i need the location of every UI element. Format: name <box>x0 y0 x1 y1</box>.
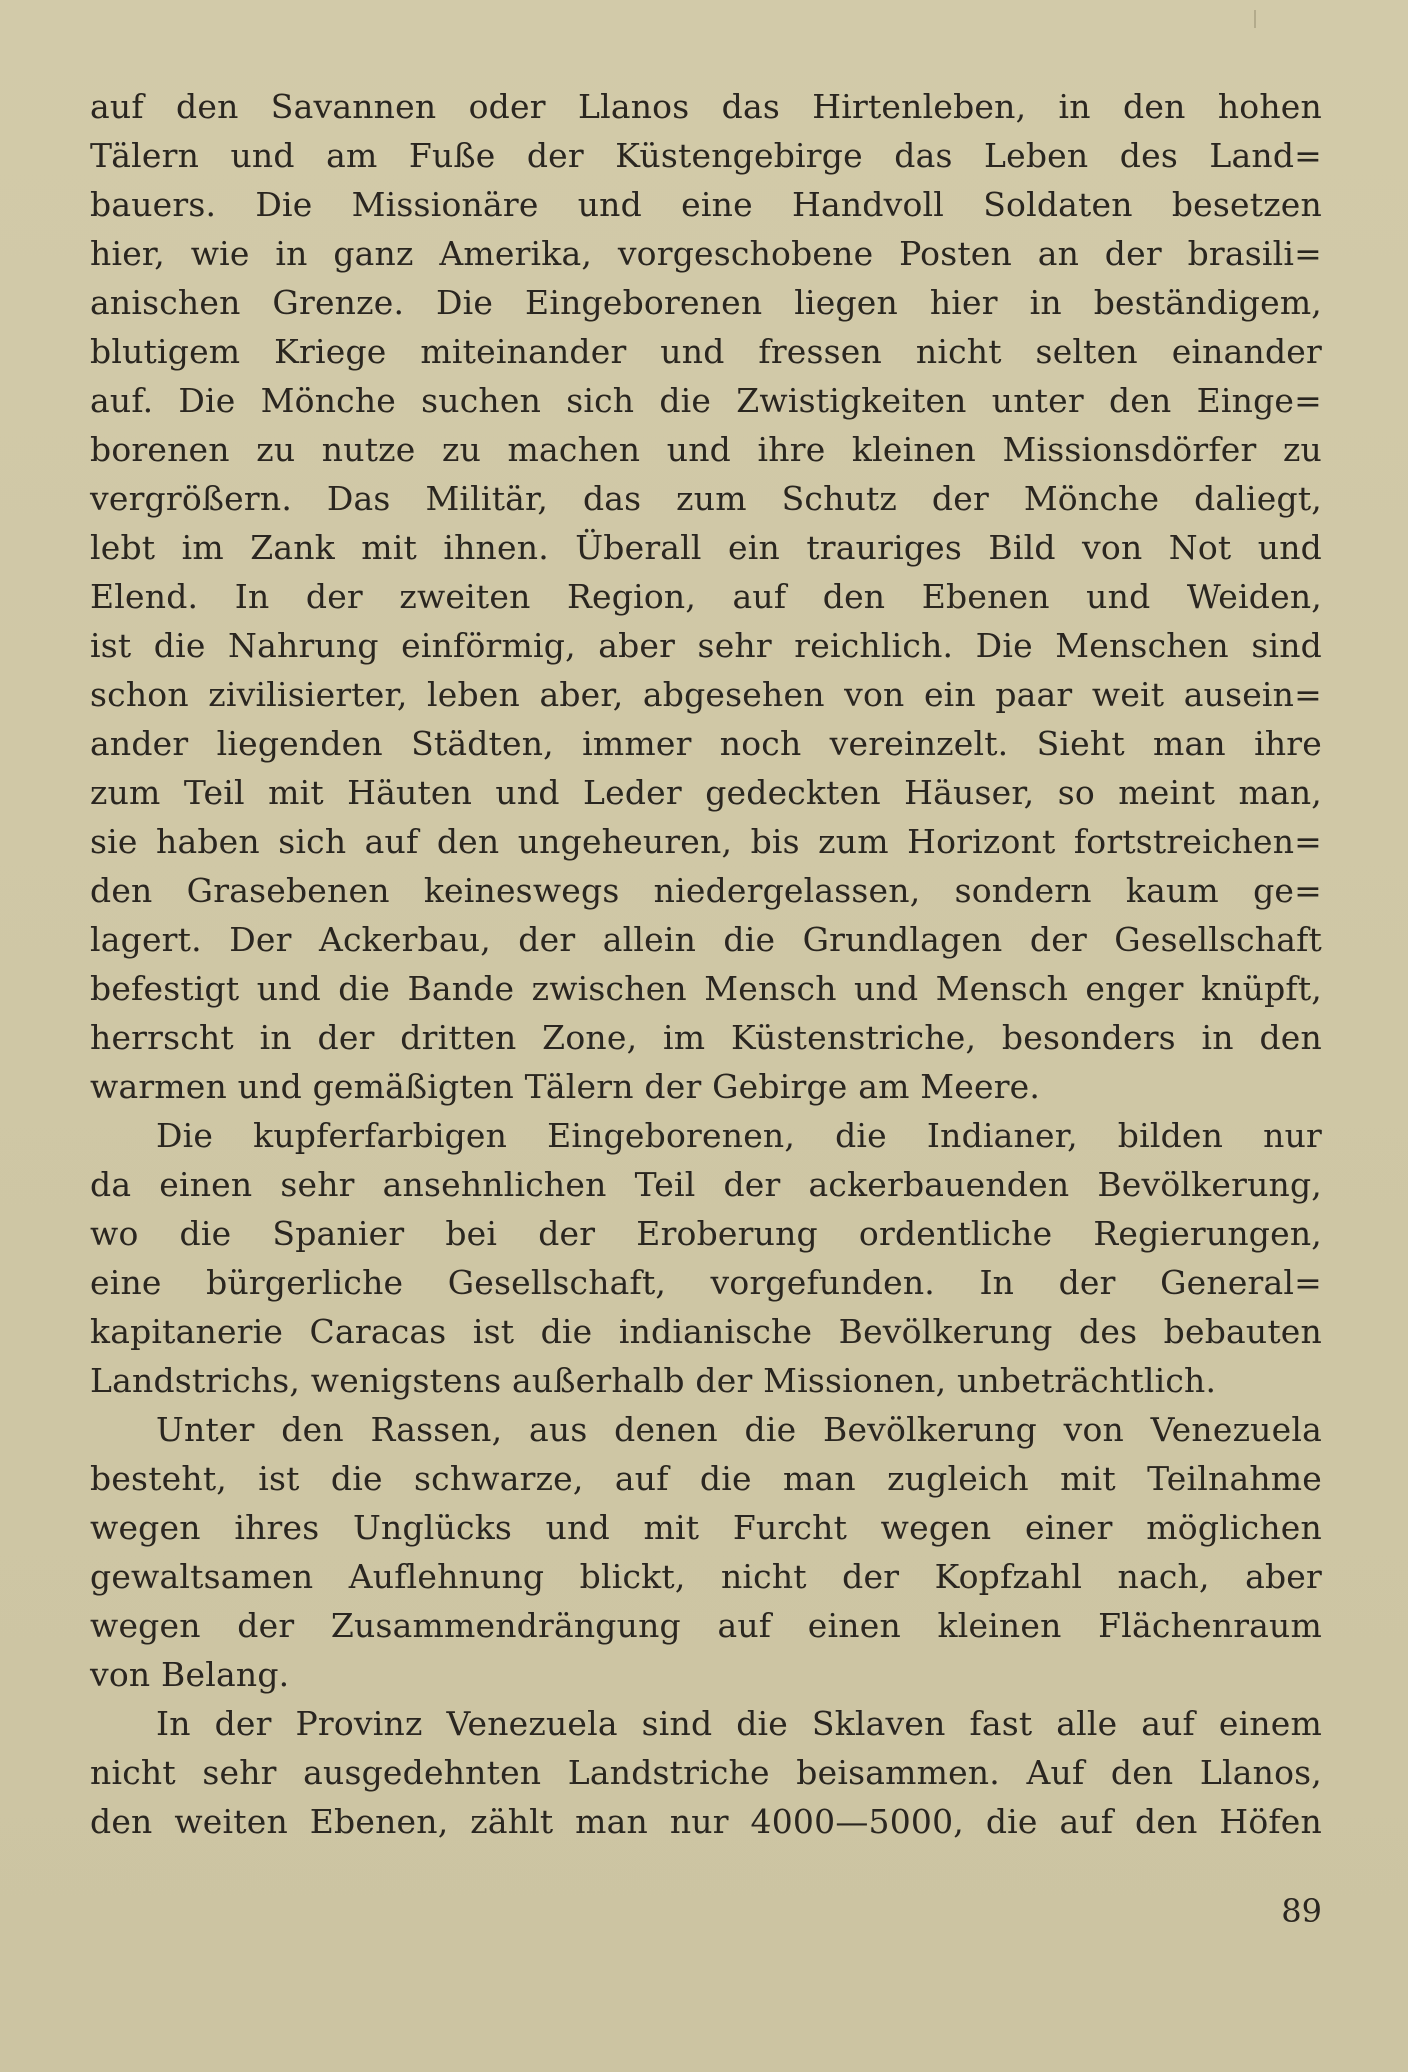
text-line: auf den Savannen oder Llanos das Hirtenleben, in den hohen <box>90 87 1322 126</box>
text-line: wegen der Zusammendrängung auf einen kleinen Flächenraum <box>90 1606 1322 1645</box>
text-line: ist die Nahrung einförmig, aber sehr reichlich. Die Menschen sind <box>90 626 1322 665</box>
text-line: anischen Grenze. Die Eingeborenen liegen hier in beständigem, <box>90 283 1322 322</box>
text-line: eine bürgerliche Gesellschaft, vorgefunden. In der General= <box>90 1263 1322 1302</box>
text-line: Elend. In der zweiten Region, auf den Ebenen und Weiden, <box>90 577 1322 616</box>
text-line: bauers. Die Missionäre und eine Handvoll Soldaten besetzen <box>90 185 1322 224</box>
text-line: nicht sehr ausgedehnten Landstriche beisammen. Auf den Llanos, <box>90 1753 1322 1792</box>
text-line: herrscht in der dritten Zone, im Küstenstriche, besonders in den <box>90 1018 1322 1057</box>
text-line: lebt im Zank mit ihnen. Überall ein trauriges Bild von Not und <box>90 528 1322 567</box>
text-line: borenen zu nutze zu machen und ihre kleinen Missionsdörfer zu <box>90 430 1322 469</box>
text-line: Landstrichs, wenigstens außerhalb der Missionen, unbeträchtlich. <box>90 1361 1217 1400</box>
text-line: hier, wie in ganz Amerika, vorgeschobene Posten an der brasili= <box>90 234 1322 273</box>
text-line: sie haben sich auf den ungeheuren, bis zum Horizont fortstreichen= <box>90 822 1322 861</box>
text-line: den Grasebenen keineswegs niedergelassen, sondern kaum ge= <box>90 871 1322 910</box>
text-line: auf. Die Mönche suchen sich die Zwistigkeiten unter den Einge= <box>90 381 1322 420</box>
text-line: blutigem Kriege miteinander und fressen nicht selten einander <box>90 332 1322 371</box>
text-line: kapitanerie Caracas ist die indianische Bevölkerung des bebauten <box>90 1312 1322 1351</box>
text-line: Die kupferfarbigen Eingeborenen, die Indianer, bilden nur <box>156 1116 1322 1155</box>
text-line: da einen sehr ansehnlichen Teil der ackerbauenden Bevölkerung, <box>90 1165 1322 1204</box>
text-line: wegen ihres Unglücks und mit Furcht wegen einer möglichen <box>90 1508 1322 1547</box>
text-line: Tälern und am Fuße der Küstengebirge das Leben des Land= <box>90 136 1322 175</box>
page-mark <box>1254 10 1256 28</box>
page-number: 89 <box>1281 1892 1322 1930</box>
text-line: warmen und gemäßigten Tälern der Gebirge am Meere. <box>90 1067 1041 1106</box>
text-line: lagert. Der Ackerbau, der allein die Grundlagen der Gesellschaft <box>90 920 1322 959</box>
text-line: vergrößern. Das Militär, das zum Schutz der Mönche daliegt, <box>90 479 1322 518</box>
text-line: Unter den Rassen, aus denen die Bevölkerung von Venezuela <box>156 1410 1322 1449</box>
text-line: gewaltsamen Auflehnung blickt, nicht der Kopfzahl nach, aber <box>90 1557 1322 1596</box>
text-line: ander liegenden Städten, immer noch vereinzelt. Sieht man ihre <box>90 724 1322 763</box>
text-line: besteht, ist die schwarze, auf die man zugleich mit Teilnahme <box>90 1459 1322 1498</box>
body-text <box>90 82 1322 1846</box>
text-line: zum Teil mit Häuten und Leder gedeckten Häuser, so meint man, <box>90 773 1322 812</box>
text-line: In der Provinz Venezuela sind die Sklaven fast alle auf einem <box>156 1704 1322 1743</box>
text-line: wo die Spanier bei der Eroberung ordentliche Regierungen, <box>90 1214 1322 1253</box>
text-line: den weiten Ebenen, zählt man nur 4000—5000, die auf den Höfen <box>90 1802 1322 1841</box>
text-line: schon zivilisierter, leben aber, abgesehen von ein paar weit ausein= <box>90 675 1322 714</box>
text-line: befestigt und die Bande zwischen Mensch und Mensch enger knüpft, <box>90 969 1322 1008</box>
text-line: von Belang. <box>90 1655 290 1694</box>
